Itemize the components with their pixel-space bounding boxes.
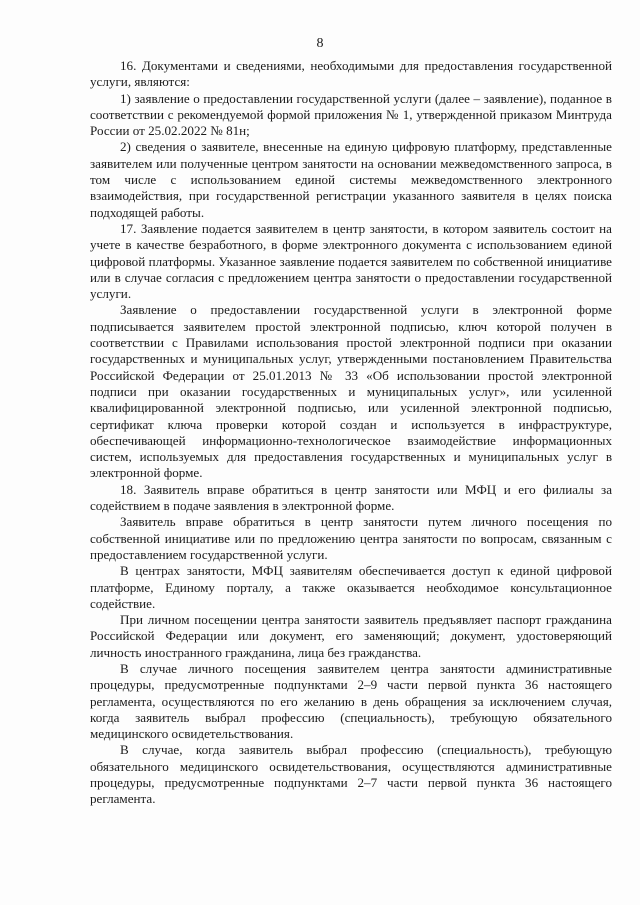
paragraph-16-item-1: 1) заявление о предоставлении государственной услуги (далее – заявление), поданное в соответствии с рекомендуемой формой приложения № 1, утвержденной приказом Минтруда России от 25.02.2022 № 81н; [90,90,612,139]
paragraph-17: 17. Заявление подается заявителем в центр занятости, в котором заявитель состоит на учете в качестве безработного, в форме электронного документа с использованием единой цифровой платформы. Указанное заявление подается заявителем по собственной инициативе или в случае согласия с предложением центра занятости о предоставлении государственной услуги. [90,220,612,302]
page-number: 8 [316,36,324,51]
paragraph-18-same-day: В случае личного посещения заявителем центра занятости административные процедуры, предусмотренные подпунктами 2–9 части первой пункта 36 настоящего регламента, осуществляются по его желанию в день обращения за исключением случая, когда заявитель выбрал профессию (специальность), требующую обязательного медицинского освидетельствования. [90,660,612,742]
paragraph-16-item-2: 2) сведения о заявителе, внесенные на единую цифровую платформу, представленные заявителем или полученные центром занятости на основании межведомственного запроса, в том числе с использованием единой системы межведомственного электронного взаимодействия, при государственной регистрации указанного заявителя в целях поиска подходящей работы. [90,139,612,220]
paragraph-16-intro: 16. Документами и сведениями, необходимыми для предоставления государственной услуги, являются: [90,58,612,90]
paragraph-17-signature: Заявление о предоставлении государственной услуги в электронной форме подписывается заявителем простой электронной подписью, ключ которой получен в соответствии с Правилами использования простой электронной подписи при оказании государственных и муниципальных услуг, утвержденными постановлением Правительства Российской Федерации от 25.01.2013 № 33 «Об использовании простой электронной подписи при оказании государственных и муниципальных услуг», или усиленной квалифицированной электронной подписью, или усиленной электронной подписью, сертификат ключа проверки которой создан и используется в инфраструктуре, обеспечивающей информационно-технологическое взаимодействие информационных систем, используемых для предоставления государственных и муниципальных услуг в электронной форме. [90,302,612,481]
paragraph-18-medical: В случае, когда заявитель выбрал профессию (специальность), требующую обязательного медицинского освидетельствования, осуществляются административные процедуры, предусмотренные подпунктами 2–7 части первой пункта 36 настоящего регламента. [90,742,612,807]
paragraph-18-personal-visit: Заявитель вправе обратиться в центр занятости путем личного посещения по собственной инициативе или по предложению центра занятости по вопросам, связанным с предоставлением государственной услуги. [90,514,612,562]
paragraph-18-access: В центрах занятости, МФЦ заявителям обеспечивается доступ к единой цифровой платформе, Единому порталу, а также оказывается необходимое консультационное содействие. [90,563,612,611]
document-body [90,58,612,808]
paragraph-18: 18. Заявитель вправе обратиться в центр занятости или МФЦ и его филиалы за содействием в подаче заявления в электронной форме. [90,481,612,514]
paragraph-18-passport: При личном посещении центра занятости заявитель предъявляет паспорт гражданина Российской Федерации или документ, его заменяющий; документ, удостоверяющий личность иностранного гражданина, лица без гражданства. [90,612,612,660]
